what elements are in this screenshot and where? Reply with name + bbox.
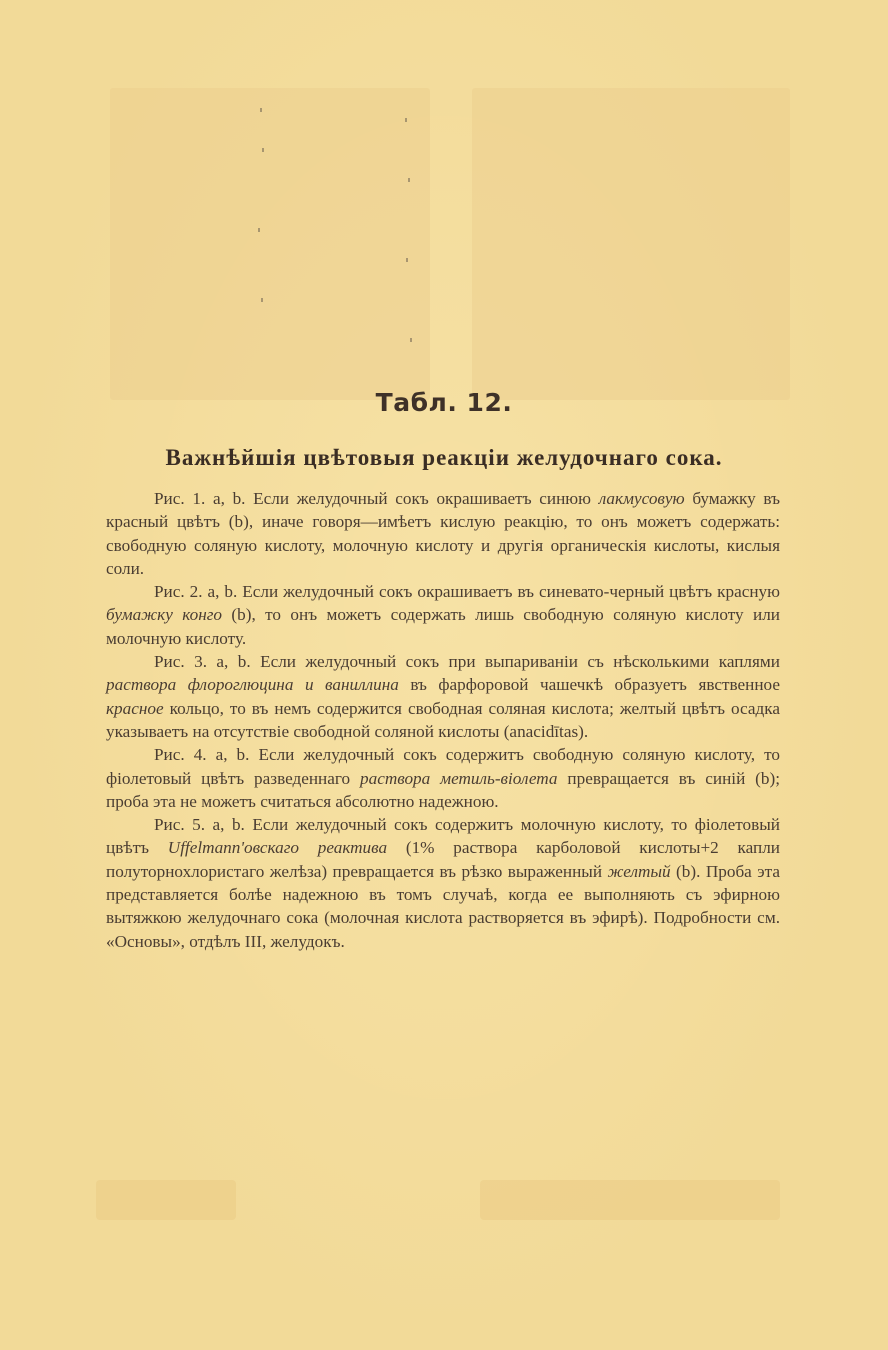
italic-term: раствора метиль-віолета [360,768,558,788]
text-segment: Рис. 4. a, b. Если желудочный сокъ содержитъ свободную соляную кислоту, то фіолетовый цвѣтъ разведеннаго [106,745,780,788]
bleed-through-shape [96,1180,236,1220]
text-segment: (b), то онъ можетъ содержать лишь свободную соляную кислоту или молочную кислоту. [106,605,780,648]
speck [258,228,260,232]
italic-term: раствора флороглюцина и ваниллина [106,675,399,695]
text-segment: Рис. 1. a, b. Если желудочный сокъ окрашиваетъ синюю [154,489,599,508]
paragraph [106,580,780,650]
plate-label: Табл. 12. [375,388,513,417]
speck [408,178,410,182]
text-segment: въ фарфоровой чашечкѣ образуетъ явственное [398,675,780,695]
plate-panel-right [472,88,790,400]
speck [406,258,408,262]
speck [260,108,262,112]
italic-term: красное [106,698,164,718]
paragraph [106,743,780,813]
text-segment: Рис. 3. a, b. Если желудочный сокъ при выпариваніи съ нѣсколькими каплями [154,652,780,672]
speck [410,338,412,342]
text-segment: Рис. 2. a, b. Если желудочный сокъ окрашиваетъ въ синевато-черный цвѣтъ красную [154,582,780,602]
text-segment: бумажку въ красный цвѣтъ (b), иначе говоря—имѣетъ кислую реакцію, то онъ можетъ содержать: свободную соляную кислоту, молочную кислоту и другія органическія кислоты, кислыя соли. [106,489,781,578]
body-text [106,487,780,953]
text-segment: превращается въ синій (b); проба эта не можетъ считаться абсолютно надежною. [106,768,780,811]
plate-figure-area [110,88,790,400]
text-segment: кольцо, то въ немъ содержится свободная соляная кислота; желтый цвѣтъ осадка указываетъ на отсутствіе свободной соляной кислоты (anacidītas). [106,698,780,741]
speck [261,298,263,302]
paragraph [106,487,780,580]
italic-term: желтый [607,861,671,881]
text-segment: (b). Проба эта представляется болѣе надежною въ томъ случаѣ, когда ее выполняють съ эфирною вытяжкою желудочнаго сока (молочная кислота растворяется въ эфирѣ). Подробности см. «Основы», отдѣлъ III, желудокъ. [106,861,780,951]
speck [405,118,407,122]
italic-term: бумажку конго [106,605,223,625]
plate-panel-left [110,88,430,400]
paragraph [106,813,780,953]
paragraph [106,650,780,743]
italic-term: лакмусовую [598,489,685,508]
bleed-through-shape [480,1180,780,1220]
text-segment: (1% раствора карболовой кислоты+2 капли полуторнохлористаго желѣза) превращается въ рѣзко выраженный [106,838,780,881]
page-title: Важнѣйшія цвѣтовыя реакціи желудочнаго сока. [165,445,723,470]
italic-term: Uffelmann'овскаго реактива [167,838,388,858]
text-segment: Рис. 5. a, b. Если желудочный сокъ содержитъ молочную кислоту, то фіолетовый цвѣтъ [106,815,780,858]
speck [262,148,264,152]
